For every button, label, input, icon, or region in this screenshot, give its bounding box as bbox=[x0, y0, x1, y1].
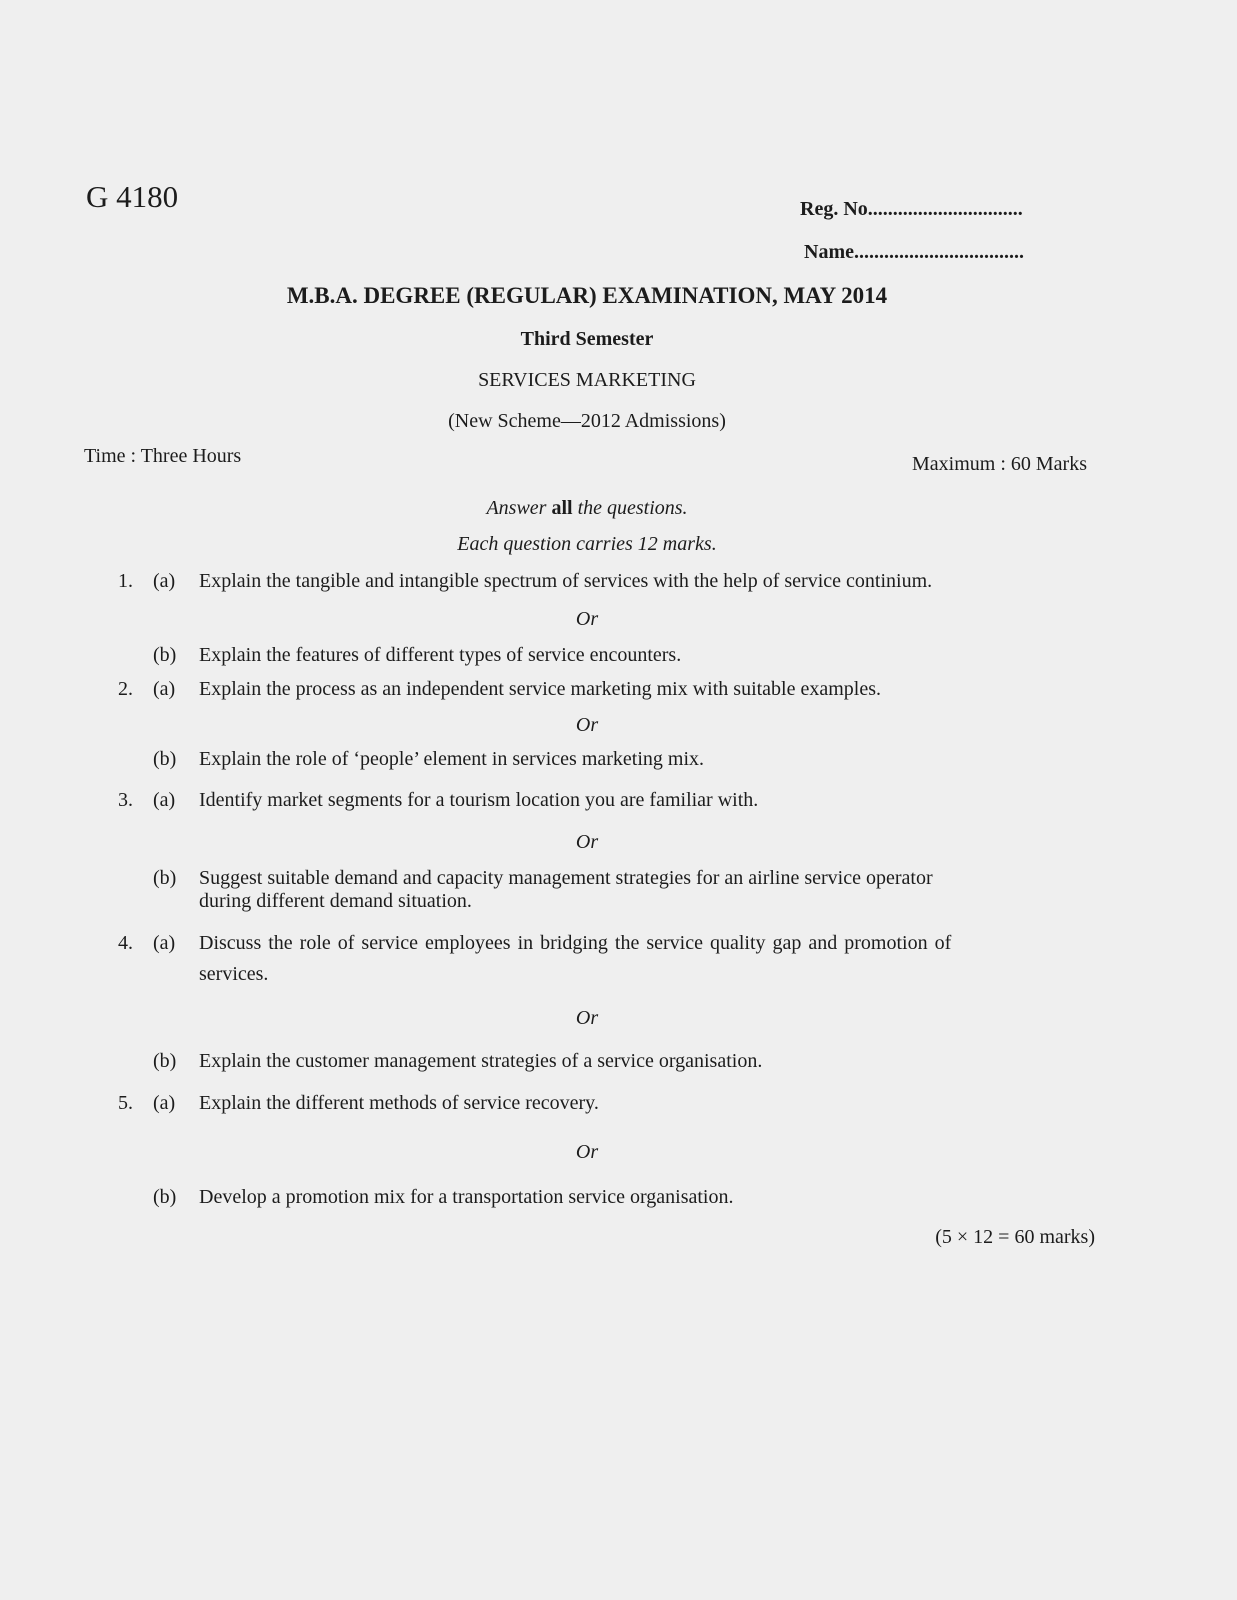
question-text: Explain the process as an independent service marketing mix with suitable examples. bbox=[199, 678, 882, 700]
reg-no-field: Reg. No............................... bbox=[800, 198, 1023, 220]
question-3a bbox=[0, 789, 1237, 813]
question-text: Explain the different methods of service recovery. bbox=[199, 1092, 599, 1114]
part-label: (a) bbox=[153, 789, 176, 811]
question-1b bbox=[0, 644, 1237, 668]
question-1a bbox=[0, 570, 1237, 594]
question-5b bbox=[0, 1186, 1237, 1210]
or-divider: Or bbox=[575, 831, 599, 853]
question-text: during different demand situation. bbox=[199, 890, 472, 912]
question-text: Explain the role of ‘people’ element in services marketing mix. bbox=[199, 748, 705, 770]
name-field: Name.................................. bbox=[804, 241, 1024, 263]
question-4b bbox=[0, 1050, 1237, 1074]
instruction-1-b: all bbox=[551, 497, 573, 519]
question-number: 3. bbox=[118, 789, 133, 811]
or-divider: Or bbox=[575, 714, 599, 736]
question-number: 2. bbox=[118, 678, 133, 700]
maximum-marks: Maximum : 60 Marks bbox=[912, 453, 1087, 475]
time-allowed: Time : Three Hours bbox=[84, 445, 242, 467]
part-label: (b) bbox=[153, 1186, 177, 1208]
question-text: Explain the customer management strategies of a service organisation. bbox=[199, 1050, 763, 1072]
part-label: (a) bbox=[153, 678, 176, 700]
subject: SERVICES MARKETING bbox=[478, 369, 696, 391]
instruction-1-c: the questions. bbox=[572, 497, 688, 519]
instruction-2: Each question carries 12 marks. bbox=[457, 533, 717, 555]
question-3b-cont bbox=[0, 890, 1237, 914]
part-label: (b) bbox=[153, 748, 177, 770]
or-divider: Or bbox=[575, 1141, 599, 1163]
question-number: 5. bbox=[118, 1092, 133, 1114]
part-label: (a) bbox=[153, 1092, 176, 1114]
semester: Third Semester bbox=[520, 328, 654, 350]
question-2a bbox=[0, 678, 1237, 702]
question-text: Identify market segments for a tourism location you are familiar with. bbox=[199, 789, 759, 811]
part-label: (a) bbox=[153, 932, 176, 954]
instruction-1-a: Answer bbox=[486, 497, 552, 519]
question-3b bbox=[0, 867, 1237, 891]
question-4a-cont bbox=[0, 963, 1237, 987]
question-text: Discuss the role of service employees in bridging the service quality gap and promotion of bbox=[199, 932, 952, 954]
question-text: services. bbox=[199, 963, 269, 985]
part-label: (b) bbox=[153, 1050, 177, 1072]
part-label: (b) bbox=[153, 867, 177, 889]
question-number: 1. bbox=[118, 570, 133, 592]
instruction-1 bbox=[0, 496, 1174, 520]
question-5a bbox=[0, 1092, 1237, 1116]
question-text: Suggest suitable demand and capacity management strategies for an airline service operator bbox=[199, 867, 933, 889]
question-text: Explain the tangible and intangible spectrum of services with the help of service continium. bbox=[199, 570, 933, 592]
paper-code: G 4180 bbox=[86, 179, 179, 214]
exam-title: M.B.A. DEGREE (REGULAR) EXAMINATION, MAY 2014 bbox=[286, 283, 888, 308]
question-number: 4. bbox=[118, 932, 133, 954]
scheme: (New Scheme—2012 Admissions) bbox=[448, 410, 726, 432]
question-2b bbox=[0, 748, 1237, 772]
total-marks: (5 × 12 = 60 marks) bbox=[935, 1226, 1095, 1248]
part-label: (a) bbox=[153, 570, 176, 592]
or-divider: Or bbox=[575, 608, 599, 630]
question-text: Develop a promotion mix for a transportation service organisation. bbox=[199, 1186, 734, 1208]
question-text: Explain the features of different types of service encounters. bbox=[199, 644, 682, 666]
or-divider: Or bbox=[575, 1007, 599, 1029]
part-label: (b) bbox=[153, 644, 177, 666]
question-4a bbox=[0, 932, 1237, 956]
